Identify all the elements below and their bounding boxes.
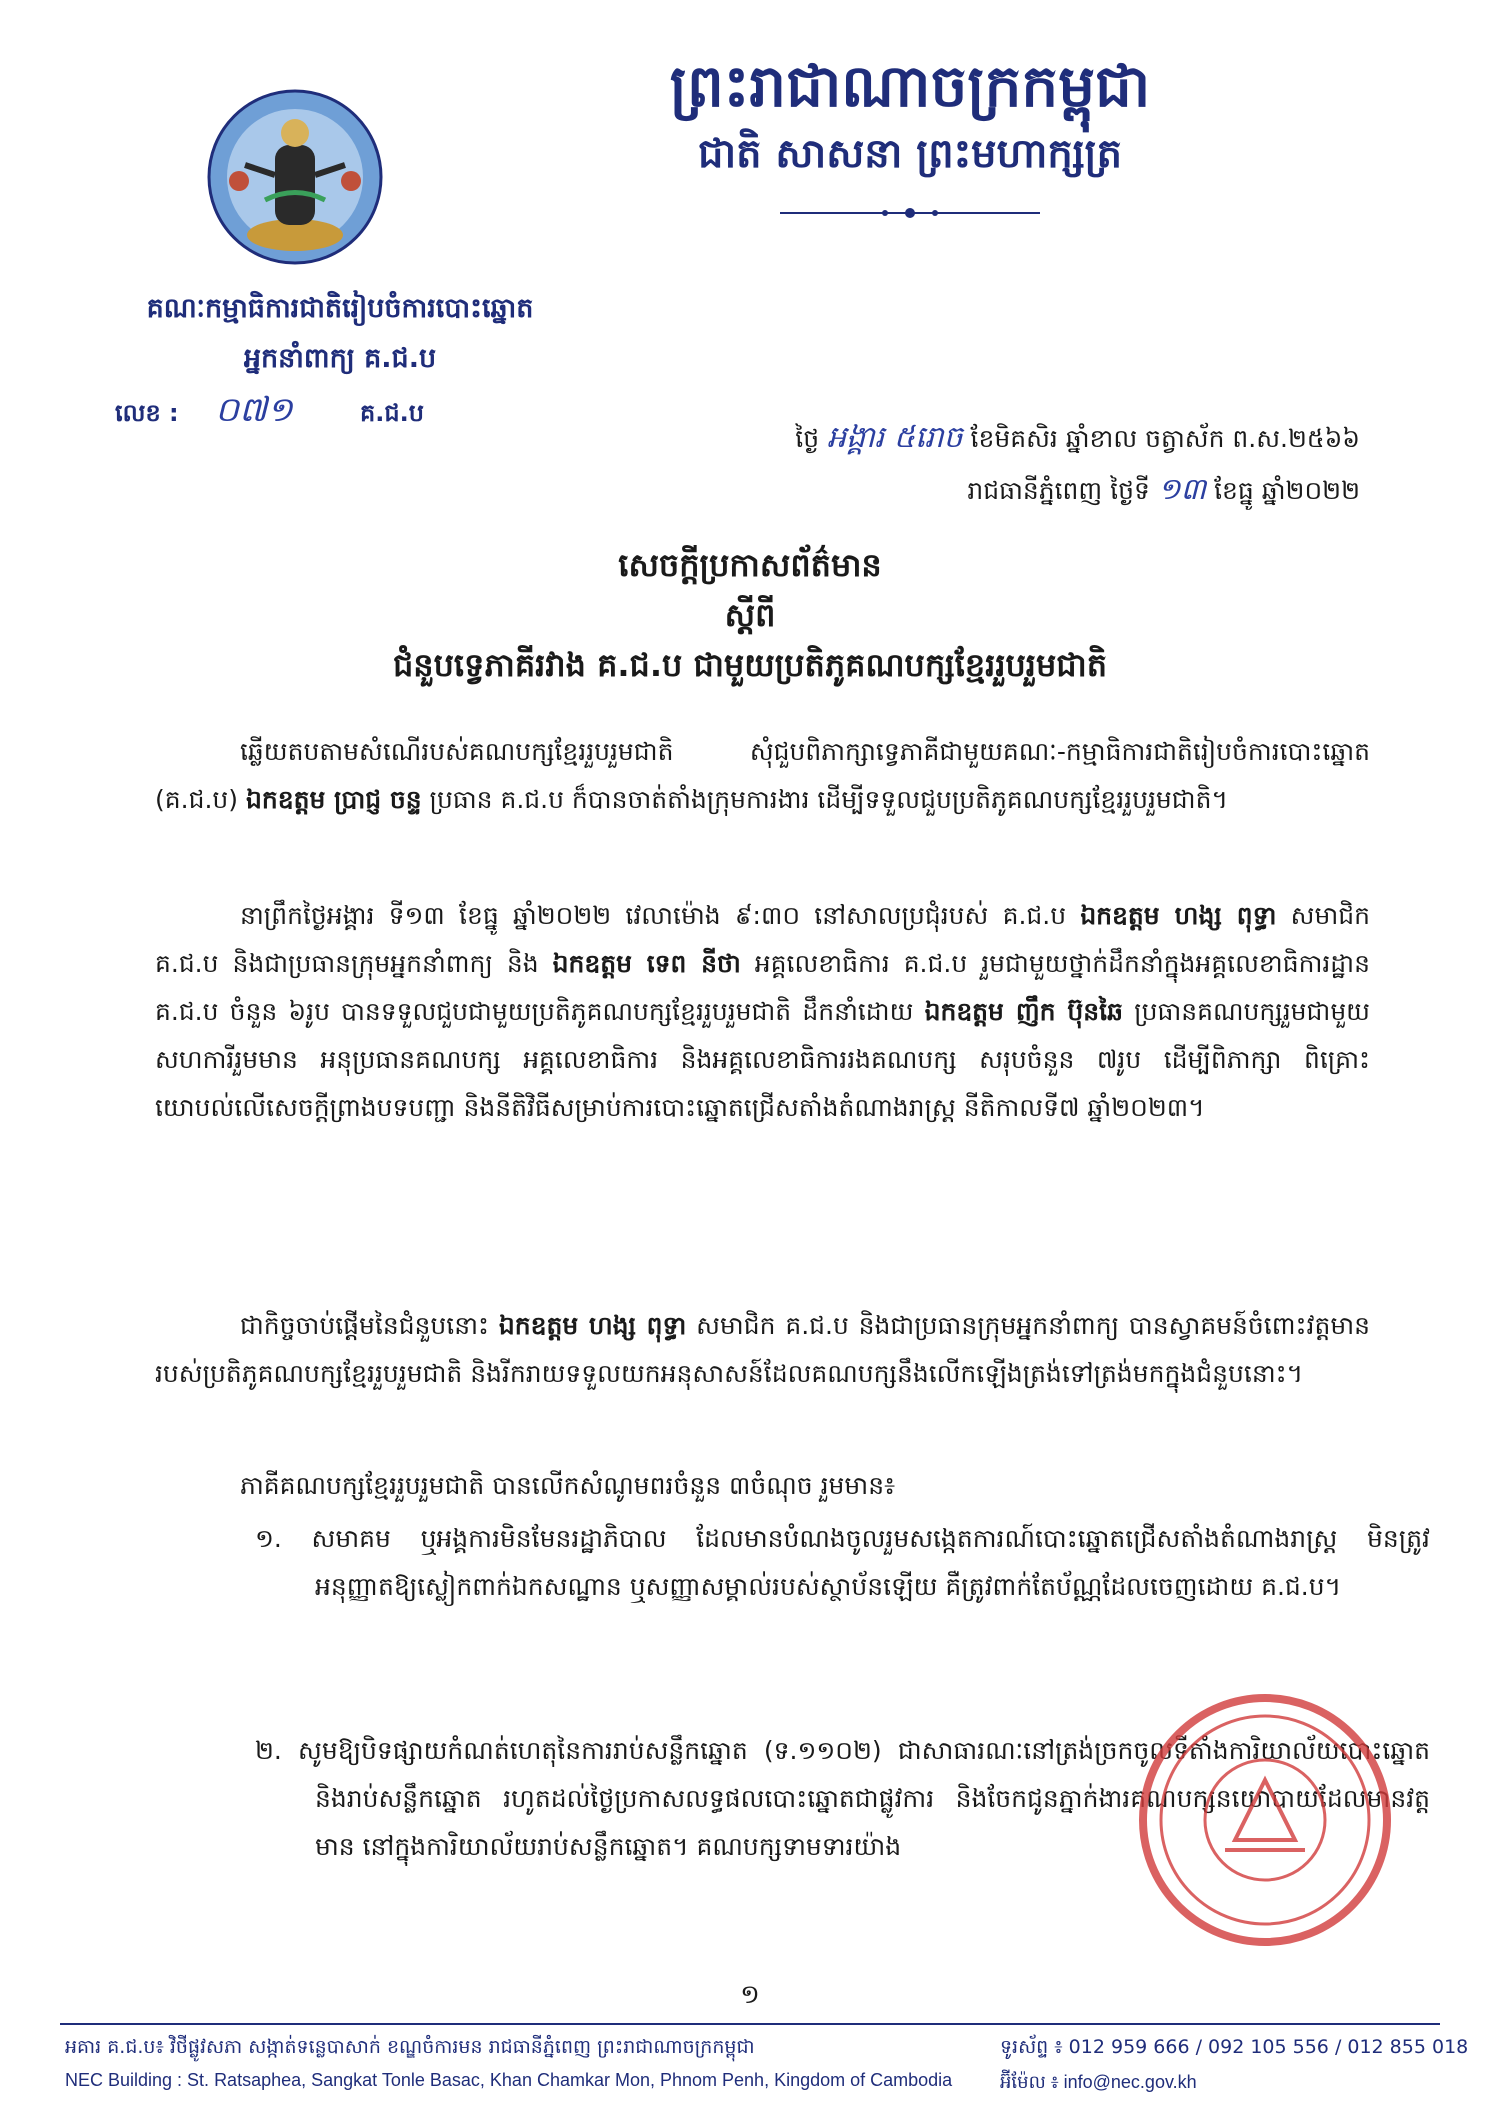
- spokesperson-unit: អ្នកនាំពាក្យ គ.ជ.ប: [243, 343, 437, 374]
- organization-name: គណៈកម្មាធិការជាតិរៀបចំការបោះឆ្នោត: [146, 293, 534, 324]
- p2-text-g: ប្រធានគណបក្សរួមជាមួយសហការីរួមមាន អនុប្រធានគណបក្ស អគ្គលេខាធិការ និងអគ្គលេខាធិការរងគណបក្ស សរុបចំនួន ៧រូប ដើម្បីពិភាក្សា ពិគ្រោះយោបល់លើសេចក្តីព្រាងបទបញ្ជា និងនីតិវិធីសម្រាប់ការបោះឆ្នោតជ្រើសតាំងតំណាងរាស្ត្រ នីតិកាលទី៧ ឆ្នាំ២០២៣។: [155, 997, 1370, 1122]
- reference-number: ០៧១: [215, 390, 293, 430]
- ornament-divider: [760, 206, 1060, 220]
- official-seal: [1135, 1690, 1395, 1950]
- footer-address-khmer: អគារ គ.ជ.ប៖ វិថីផ្លូវសភា សង្កាត់ទន្លេបាសាក់ ខណ្ឌចំការមន រាជធានីភ្នំពេញ ព្រះរាជាណាចក្រកម្ពុជា: [65, 2036, 755, 2058]
- list-item-1: ១. សមាគម ឬអង្គការមិនមែនរដ្ឋាភិបាល ដែលមានបំណងចូលរួមសង្កេតការណ៍បោះឆ្នោតជ្រើសតាំងតំណាងរាស្ត្រ មិនត្រូវអនុញ្ញាតឱ្យស្លៀកពាក់ឯកសណ្ឋាន ឬសញ្ញាសម្គាល់របស់ស្ថាប័នឡើយ គឺត្រូវពាក់តែប័ណ្ណដែលចេញដោយ គ.ជ.ប។: [255, 1524, 1430, 1601]
- p2-text-c: សមាជិក គ.ជ.ប និងជាប្រធានក្រុមអ្នកនាំពាក្យ និង: [155, 901, 1371, 978]
- paragraph-3: [155, 1302, 1370, 1398]
- reference-label: លេខ :: [115, 399, 179, 427]
- p2-name-1: ឯកឧត្តម ហង្ស ពុទ្ធា: [1080, 901, 1277, 930]
- footer-address-english: NEC Building : St. Ratsaphea, Sangkat Tonle Basac, Khan Chamkar Mon, Phnom Penh, Kingdom of Cambodia: [65, 2070, 953, 2090]
- title-line-1: សេចក្តីប្រកាសព័ត៌មាន: [618, 546, 882, 584]
- p1-text-c: ប្រធាន គ.ជ.ប ក៏បានចាត់តាំងក្រុមការងារ ដើម្បីទទួលជួបប្រតិភូគណបក្សខ្មែររួបរួមជាតិ។: [421, 785, 1228, 814]
- p3-text-c: សមាជិក គ.ជ.ប និងជាប្រធានក្រុមអ្នកនាំពាក្យ បានស្វាគមន៍ចំពោះវត្តមានរបស់ប្រតិភូគណបក្សខ្មែររួបរួមជាតិ និងរីករាយទទួលយកអនុសាសន៍ដែលគណបក្សនឹងលើកឡើងត្រង់ទៅត្រង់មកក្នុងជំនួបនោះ។: [155, 1311, 1370, 1388]
- reference-suffix: គ.ជ.ប: [360, 399, 424, 427]
- footer-divider: [60, 2023, 1440, 2025]
- p2-name-3: ឯកឧត្តម ញឹក ប៊ុនឆៃ: [924, 997, 1123, 1026]
- p2-text-e: អគ្គលេខាធិការ គ.ជ.ប រួមជាមួយថ្នាក់ដឹកនាំក្នុងអគ្គលេខាធិការដ្ឋាន គ.ជ.ប ចំនួន ៦រូប បានទទួលជួបជាមួយប្រតិភូគណបក្សខ្មែររួបរួមជាតិ ដឹកនាំដោយ: [155, 949, 1370, 1026]
- lunar-date-handwritten: អង្គារ ៥រោច: [827, 420, 963, 455]
- p1-text-a: ឆ្លើយតបតាមសំណើរបស់គណបក្សខ្មែររួបរួមជាតិ សុំជួបពិភាក្សាទ្វេភាគីជាមួយគណៈ-កម្មាធិការជាតិរៀបចំការបោះឆ្នោត (គ.ជ.ប): [155, 737, 1370, 814]
- paragraph-2: [155, 892, 1370, 1132]
- lunar-date: [795, 418, 1360, 462]
- title-line-2: ស្តីពី: [724, 596, 776, 634]
- title-line-3: ជំនួបទ្វេភាគីរវាង គ.ជ.ប ជាមួយប្រតិភូគណបក្សខ្មែររួបរួមជាតិ: [392, 646, 1108, 684]
- list-item-2: ២. សូមឱ្យបិទផ្សាយកំណត់ហេតុនៃការរាប់សន្លឹកឆ្នោត (ទ.១១០២) ជាសាធារណៈនៅត្រង់ច្រកចូលទីតាំងការិយាល័យបោះឆ្នោត និងរាប់សន្លឹកឆ្នោត រហូតដល់ថ្ងៃប្រកាសលទ្ធផលបោះឆ្នោតជាផ្លូវការ និងចែកជូនភ្នាក់ងារគណបក្សនយោបាយដែលមានវត្តមាន នៅក្នុងការិយាល័យរាប់សន្លឹកឆ្នោត។ គណបក្សទាមទារយ៉ាង: [255, 1736, 1430, 1861]
- p2-text-a: នាព្រឹកថ្ងៃអង្គារ ទី១៣ ខែធ្នូ ឆ្នាំ២០២២ វេលាម៉ោង ៩:៣០ នៅសាលប្រជុំរបស់ គ.ជ.ប: [240, 901, 1081, 930]
- page-number: ១: [740, 1980, 760, 2010]
- national-motto: ជាតិ សាសនា ព្រះមហាក្សត្រ: [698, 130, 1122, 177]
- solar-date: [967, 470, 1360, 514]
- p1-name: ឯកឧត្តម ប្រាជ្ញ ចន្ទ: [245, 785, 422, 814]
- p3-name: ឯកឧត្តម ហង្ស ពុទ្ធា: [498, 1311, 687, 1340]
- p3-text-a: ជាកិច្ចចាប់ផ្តើមនៃជំនួបនោះ: [240, 1311, 499, 1340]
- document-title: [100, 540, 1400, 690]
- lunar-date-prefix: ថ្ងៃ: [795, 424, 820, 453]
- solar-date-prefix: រាជធានីភ្នំពេញ ថ្ងៃទី: [967, 476, 1158, 505]
- solar-date-handwritten: ១៣: [1157, 472, 1207, 507]
- solar-date-rest: ខែធ្នូ ឆ្នាំ២០២២: [1206, 476, 1360, 505]
- nec-logo: [205, 85, 385, 270]
- paragraph-1: [155, 728, 1370, 824]
- footer-phone: ទូរស័ព្ទ ៖ 012 959 666 / 092 105 556 / 012 855 018: [1000, 2036, 1469, 2058]
- lunar-date-rest: ខែមិគសិរ ឆ្នាំខាល ចត្វាស័ក ព.ស.២៥៦៦: [962, 424, 1360, 453]
- p2-name-2: ឯកឧត្តម ទេព នីថា: [552, 949, 741, 978]
- kingdom-title: ព្រះរាជាណាចក្រកម្ពុជា: [669, 52, 1151, 120]
- paragraph-4: ភាគីគណបក្សខ្មែររួបរួមជាតិ បានលើកសំណូមពរចំនួន ៣ចំណុច រួមមាន៖: [240, 1471, 896, 1500]
- footer-email: អ៊ីម៉ែល ៖ info@nec.gov.kh: [1000, 2072, 1197, 2092]
